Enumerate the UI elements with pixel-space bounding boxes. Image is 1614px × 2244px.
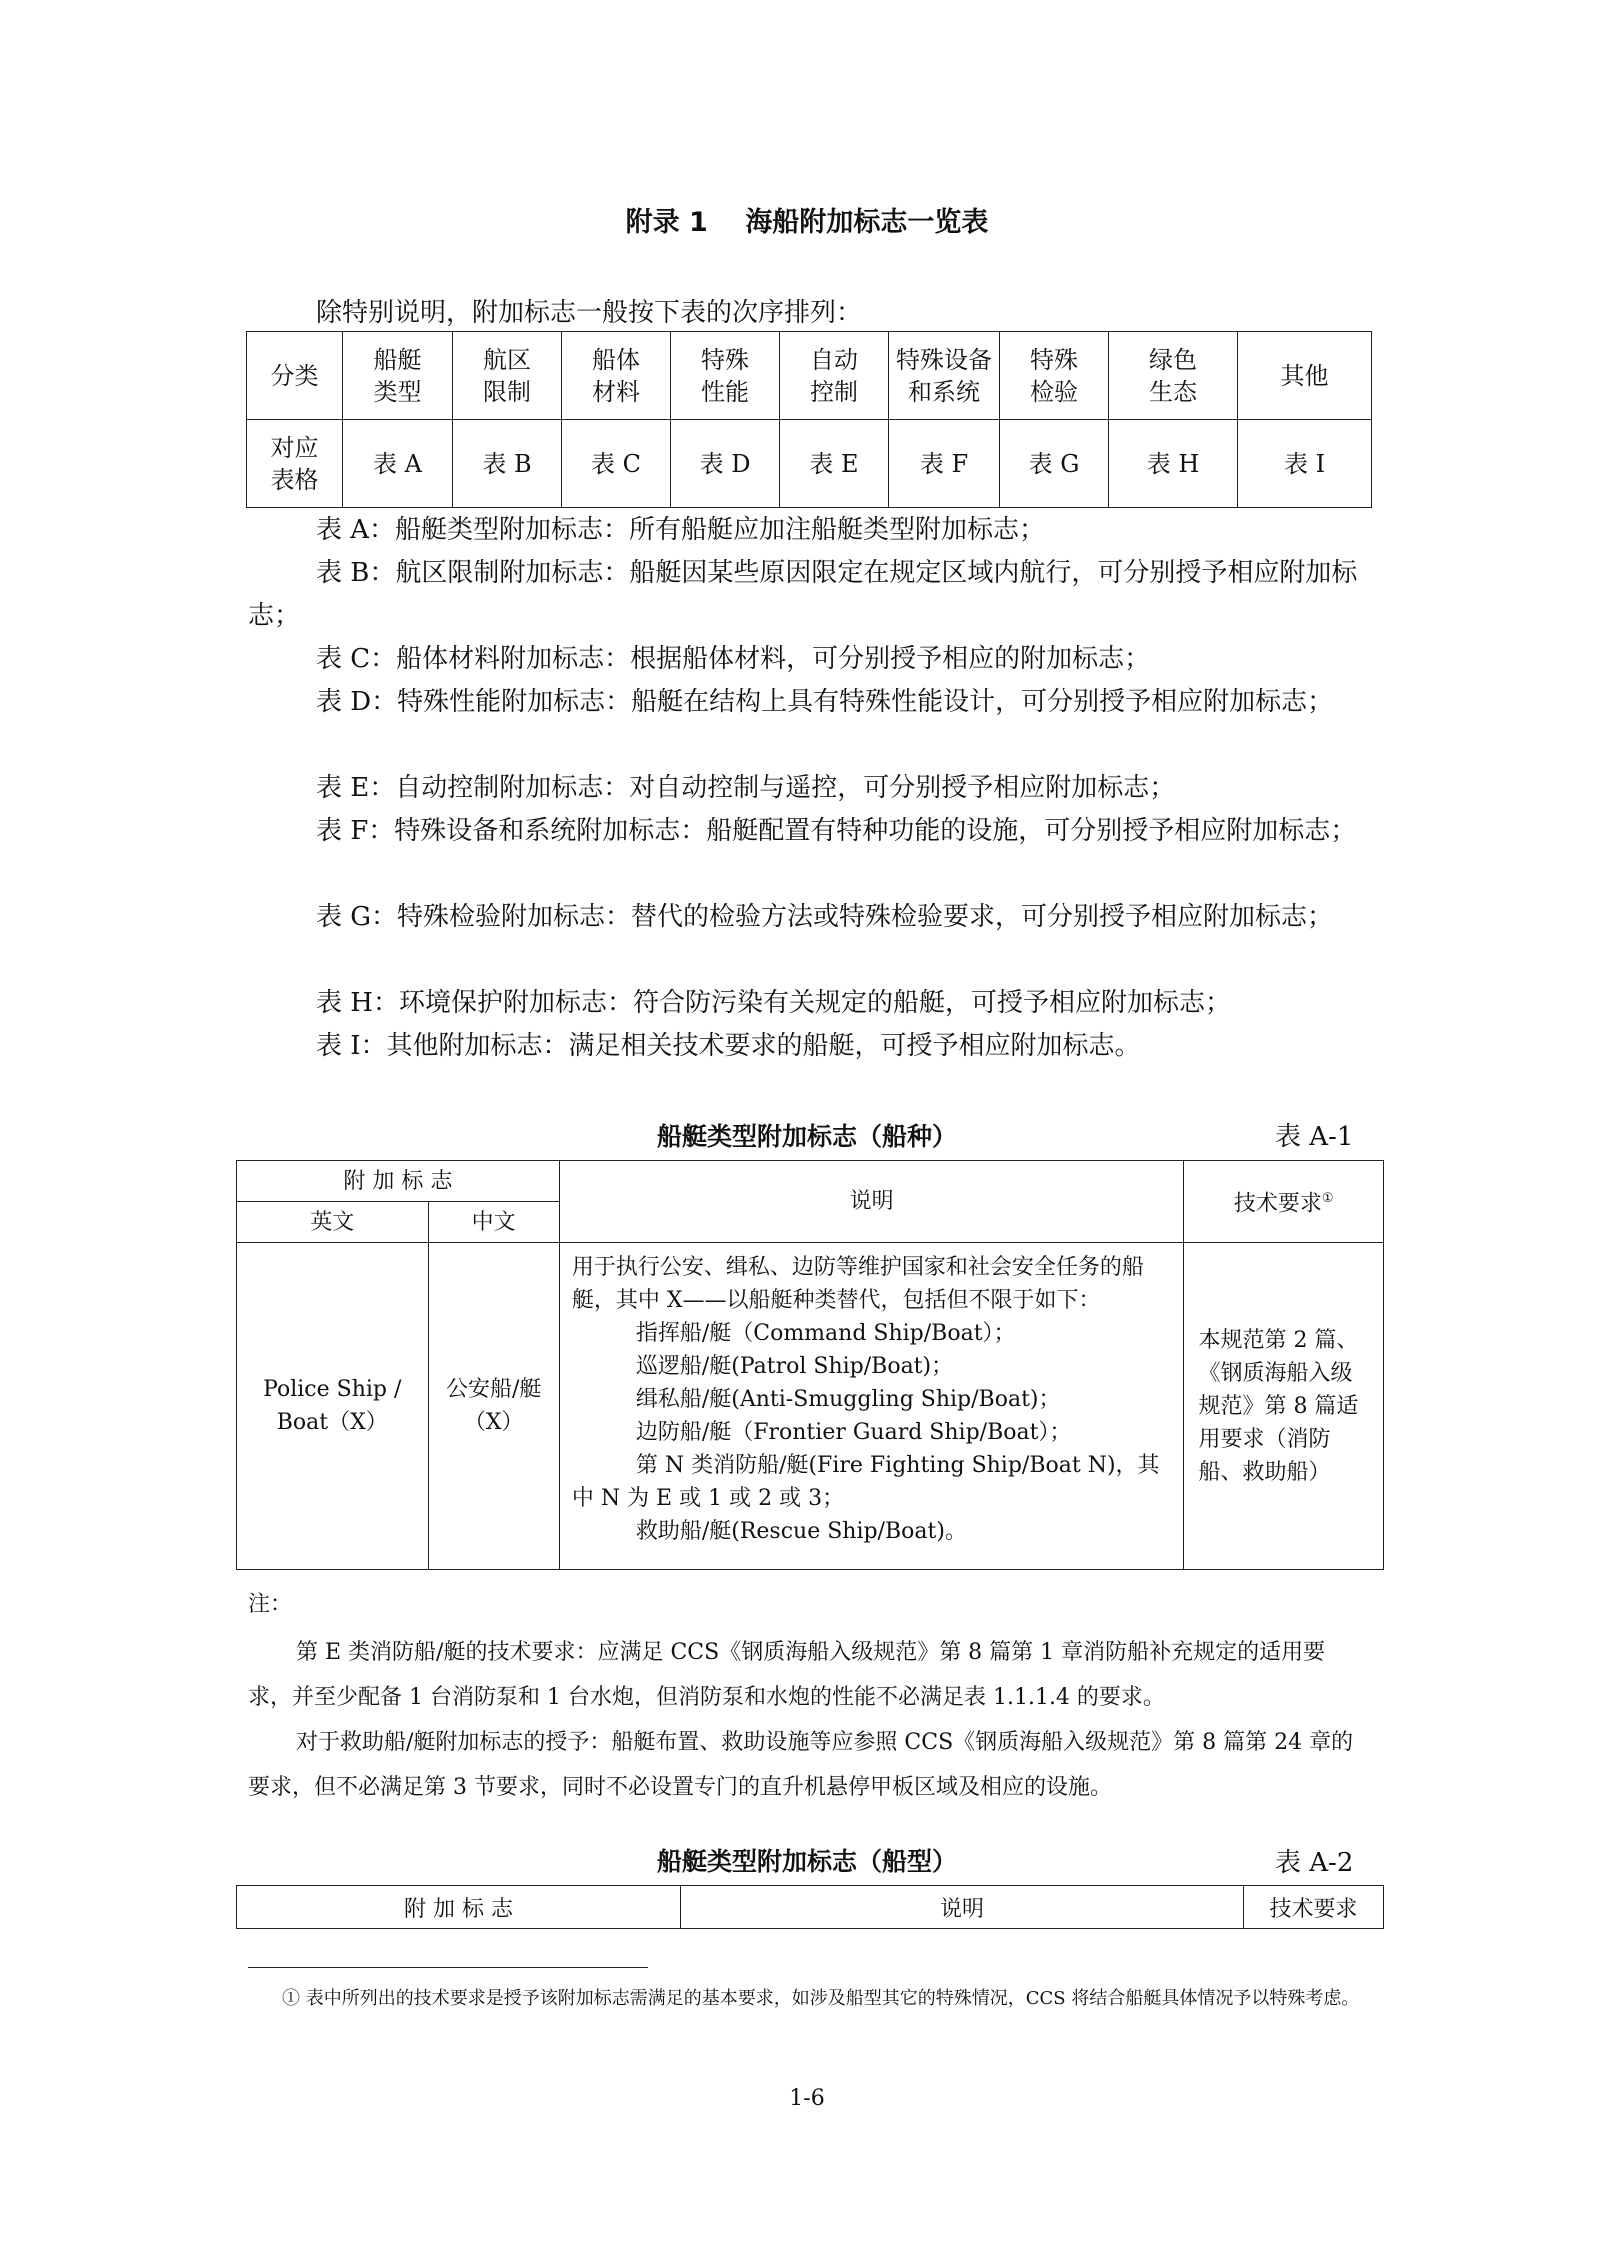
table-a2-caption: 船艇类型附加标志（船型） [656,1847,957,1876]
table-a2 [236,1885,1384,1929]
desc-intro: 用于执行公安、缉私、边防等维护国家和社会安全任务的船艇，其中 X——以船艇种类替代，包括但不限于如下： [571,1255,1144,1313]
header-group-cell: 附 加 标 志 [237,1886,681,1929]
description-a: 表 A：船艇类型附加标志：所有船艇应加注船艇类型附加标志； [316,515,1046,545]
table-ref-row [247,420,1372,508]
table-a1-header-row [237,1161,1384,1202]
requirement-cell: 本规范第 2 篇、《钢质海船入级规范》第 8 篇适用要求（消防船、救助船） [1184,1243,1384,1570]
description-c: 表 C：船体材料附加标志：根据船体材料，可分别授予相应的附加标志； [316,644,1151,674]
en-mark-cell: Police Ship / Boat（X） [237,1243,429,1570]
desc-item: 缉私船/艇(Anti-Smuggling Ship/Boat)； [635,1387,1061,1412]
appendix-title: 附录 1 海船附加标志一览表 [625,207,989,238]
table-ref-cell: 表 B [453,420,562,508]
header-desc-cell: 说明 [681,1886,1244,1929]
table-ref-cell: 表 E [780,420,889,508]
category-label-cell: 分类 [247,332,343,420]
footnote-marker: ① [1321,1191,1334,1207]
header-cn-cell: 中文 [428,1202,559,1243]
table-ref-cell: 表 F [889,420,1000,508]
header-req-cell: 技术要求 [1244,1886,1384,1929]
table-ref-cell: 表 G [1000,420,1109,508]
category-cell: 绿色 生态 [1109,332,1238,420]
note-label: 注： [248,1592,293,1617]
category-cell: 船体 材料 [562,332,671,420]
category-cell: 特殊设备 和系统 [889,332,1000,420]
description-g: 表 G：特殊检验附加标志：替代的检验方法或特殊检验要求，可分别授予相应附加标志； [316,902,1334,932]
category-cell: 特殊 检验 [1000,332,1109,420]
category-row [247,332,1372,420]
category-cell: 其他 [1238,332,1372,420]
table-ref-cell: 表 D [671,420,780,508]
table-a1-caption: 船艇类型附加标志（船种） [656,1122,957,1151]
table-ref-label-cell: 对应 表格 [247,420,343,508]
description-d: 表 D：特殊性能附加标志：船艇在结构上具有特殊性能设计，可分别授予相应附加标志； [316,687,1334,717]
category-cell: 特殊 性能 [671,332,780,420]
header-en-cell: 英文 [237,1202,429,1243]
description-b: 表 B：航区限制附加标志：船艇因某些原因限定在规定区域内航行，可分别授予相应附加标志； [248,558,1358,631]
table-ref-cell: 表 A [343,420,453,508]
desc-item: 巡逻船/艇(Patrol Ship/Boat)； [635,1354,954,1379]
cn-mark-cell: 公安船/艇（X） [428,1243,559,1570]
category-cell: 航区 限制 [453,332,562,420]
description-e: 表 E：自动控制附加标志：对自动控制与遥控，可分别授予相应附加标志； [316,773,1176,803]
note-paragraph: 对于救助船/艇附加标志的授予：船艇布置、救助设施等应参照 CCS《钢质海船入级规范》第 8 篇第 24 章的要求，但不必满足第 3 节要求，同时不必设置专门的直升机悬停甲板区域及相应的设施。 [248,1730,1354,1800]
table-a1 [236,1160,1384,1570]
table-ref-cell: 表 H [1109,420,1238,508]
page-number: 1-6 [789,2086,825,2111]
description-i: 表 I：其他附加标志：满足相关技术要求的船艇，可授予相应附加标志。 [316,1031,1141,1061]
table-ref-cell: 表 C [562,420,671,508]
description-cell [559,1243,1184,1570]
table-row [237,1243,1384,1570]
desc-item: 指挥船/艇（Command Ship/Boat）； [635,1321,1016,1346]
table-a2-number: 表 A-2 [1275,1848,1354,1878]
header-req-cell [1184,1161,1384,1243]
header-group-cell: 附 加 标 志 [237,1161,560,1202]
description-h: 表 H：环境保护附加标志：符合防污染有关规定的船艇，可授予相应附加标志； [316,988,1231,1018]
table-a1-number: 表 A-1 [1275,1122,1354,1152]
description-f: 表 F：特殊设备和系统附加标志：船艇配置有特种功能的设施，可分别授予相应附加标志； [316,816,1357,846]
note-paragraph: 第 E 类消防船/艇的技术要求：应满足 CCS《钢质海船入级规范》第 8 篇第 1 章消防船补充规定的适用要求，并至少配备 1 台消防泵和 1 台水炮，但消防泵和水炮的性能不必满足表 1.1.1.4 的要求。 [248,1640,1326,1710]
header-desc-cell: 说明 [559,1161,1184,1243]
table-a2-header-row [237,1886,1384,1929]
intro-paragraph: 除特别说明，附加标志一般按下表的次序排列： [316,298,863,328]
header-req-text: 技术要求 [1233,1191,1322,1217]
footnote: ① 表中所列出的技术要求是授予该附加标志需满足的基本要求，如涉及船型其它的特殊情况，CCS 将结合船艇具体情况予以特殊考虑。 [282,1988,1360,2009]
category-cell: 自动 控制 [780,332,889,420]
desc-item-fire: 第 N 类消防船/艇(Fire Fighting Ship/Boat N)，其中 N 为 E 或 1 或 2 或 3； [571,1453,1160,1511]
category-cell: 船艇 类型 [343,332,453,420]
footnote-divider [248,1967,648,1968]
desc-item-rescue: 救助船/艇(Rescue Ship/Boat)。 [635,1519,967,1544]
desc-item: 边防船/艇（Frontier Guard Ship/Boat）； [635,1420,1072,1445]
order-table [246,331,1372,508]
table-ref-cell: 表 I [1238,420,1372,508]
